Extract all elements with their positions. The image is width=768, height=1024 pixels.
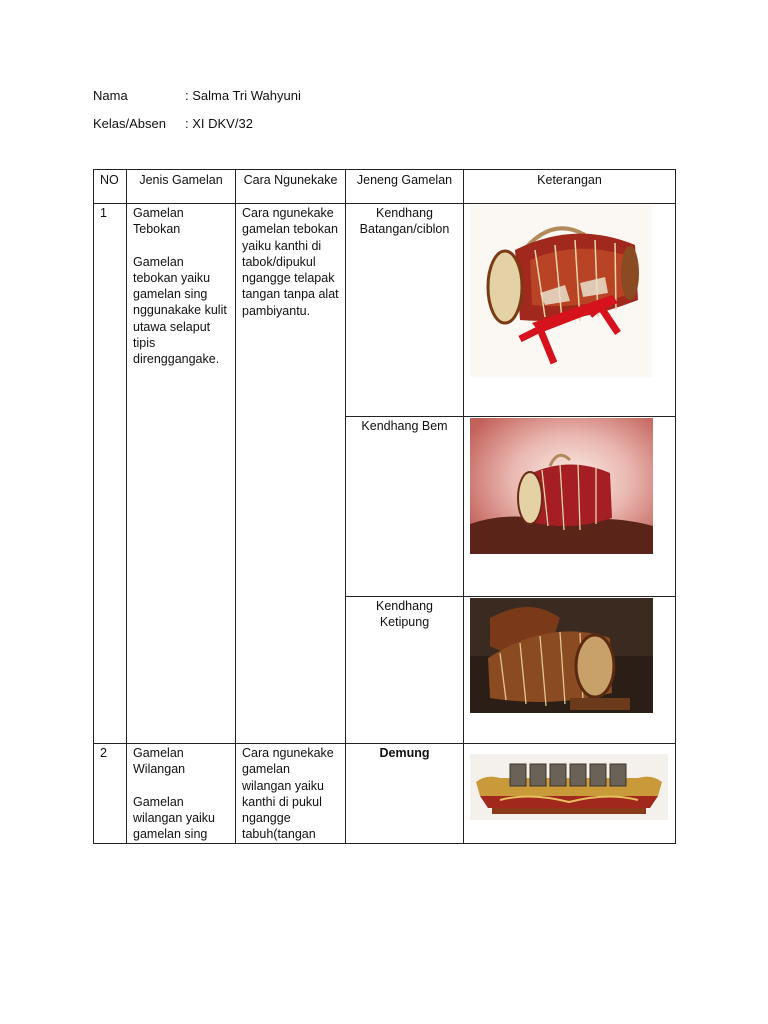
kelas-label: Kelas/Absen [93,116,166,131]
row1-inst1-image [464,204,676,417]
row1-no: 1 [94,204,127,744]
header-no: NO [94,170,127,204]
row1-inst3-name: Kendhang Ketipung [346,597,464,744]
table-row [94,204,676,417]
kendhang-bem-photo [470,418,653,554]
row2-jenis [127,744,236,844]
row2-no: 2 [94,744,127,844]
row2-jenis-title: Gamelan Wilangan [133,746,186,777]
row2-jenis-desc: Gamelan wilangan yaiku gamelan sing [133,794,215,842]
header-cara: Cara Ngunekake [236,170,346,204]
kendhang-batangan-photo [470,205,652,377]
header-keterangan: Keterangan [464,170,676,204]
table-header-row [94,170,676,204]
row1-inst3-image [464,597,676,744]
nama-value: : Salma Tri Wahyuni [185,88,301,103]
row1-jenis-title: Gamelan Tebokan [133,206,184,237]
row1-inst2-name: Kendhang Bem [346,417,464,597]
kendhang-ketipung-photo [470,598,653,713]
row1-inst1-name: Kendhang Batangan/ciblon [346,204,464,417]
kelas-value: : XI DKV/32 [185,116,253,131]
row1-jenis [127,204,236,744]
row1-inst2-image [464,417,676,597]
demung-photo [470,754,668,820]
row1-cara: Cara ngunekake gamelan tebokan yaiku kanthi di tabok/dipukul ngangge telapak tangan tanpa alat pambiyantu. [236,204,346,744]
header-jenis: Jenis Gamelan [127,170,236,204]
row2-inst1-name: Demung [346,744,464,844]
header-jeneng: Jeneng Gamelan [346,170,464,204]
gamelan-table [93,169,676,844]
table-row [94,744,676,844]
row1-jenis-desc: Gamelan tebokan yaiku gamelan sing nggunakake kulit utawa selaput tipis direnggangake. [133,254,227,367]
nama-label: Nama [93,88,128,103]
row2-cara: Cara ngunekake gamelan wilangan yaiku kanthi di pukul ngangge tabuh(tangan [236,744,346,844]
row2-inst1-image [464,744,676,844]
